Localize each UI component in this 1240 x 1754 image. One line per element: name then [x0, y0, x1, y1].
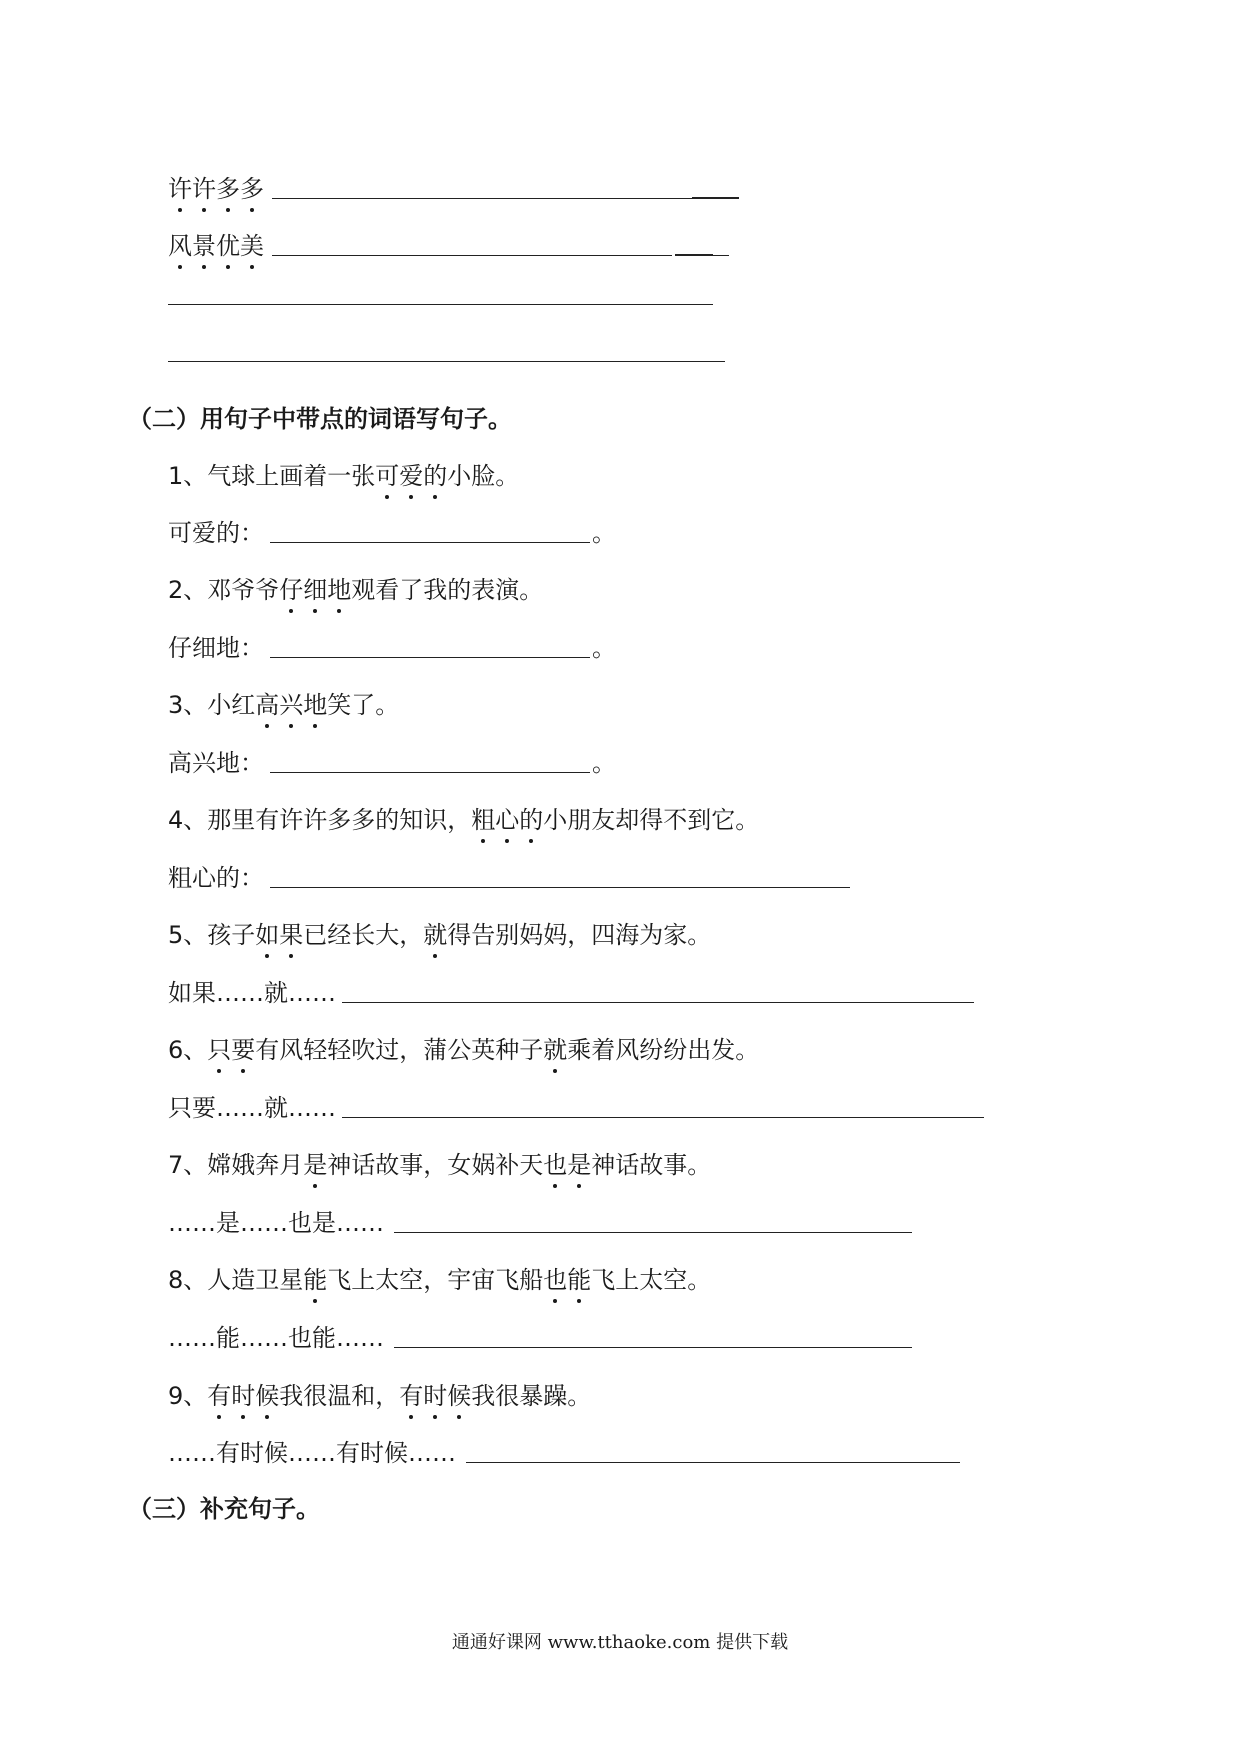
answer-blank-tail: [713, 255, 729, 256]
dotted-word: [543, 1036, 567, 1064]
dotted-char: 果: [279, 918, 303, 952]
word-prompt: [168, 172, 264, 206]
dotted-char: 就: [423, 918, 447, 952]
sentence-text: 小脸。: [447, 462, 520, 490]
dotted-char: 美: [240, 229, 264, 263]
dotted-char: 多: [216, 172, 240, 206]
dotted-char: 也: [543, 1148, 567, 1182]
example-sentence: [168, 803, 759, 837]
answer-blank-line: [168, 304, 713, 305]
sentence-text: 我很温和，: [279, 1382, 400, 1410]
sentence-text: 笑了。: [327, 691, 400, 719]
dotted-word: [207, 1036, 255, 1064]
sentence-text: 2、邓爷爷: [168, 576, 280, 604]
dotted-char: 时: [423, 1379, 447, 1413]
dotted-char: 地: [303, 688, 327, 722]
dotted-word: [303, 1266, 327, 1294]
sentence-text: 乘着风纷纷出发。: [567, 1036, 760, 1064]
answer-label: ……有时候……有时候……: [168, 1439, 456, 1467]
sentence-text: 1、气球上画着一张: [168, 462, 376, 490]
dotted-word: [255, 691, 327, 719]
section-heading: （三）补充句子。: [128, 1495, 320, 1523]
example-sentence: [168, 1263, 711, 1297]
example-sentence: [168, 573, 543, 607]
sentence-text: 小朋友却得不到它。: [543, 806, 760, 834]
dotted-char: 细: [303, 573, 327, 607]
answer-prompt: [168, 516, 264, 550]
dotted-word: [543, 1266, 591, 1294]
sentence-text: 6、: [168, 1036, 208, 1064]
sentence-text: 我很暴躁。: [471, 1382, 592, 1410]
answer-prompt: [168, 976, 336, 1010]
sentence-text: 7、嫦娥奔月: [168, 1151, 304, 1179]
dotted-word: [168, 232, 264, 260]
dotted-char: 粗: [471, 803, 495, 837]
example-sentence: [168, 688, 399, 722]
answer-blank: [270, 887, 850, 888]
sentence-text: 有风轻轻吹过，蒲公英种子: [255, 1036, 544, 1064]
sentence-text: 3、小红: [168, 691, 256, 719]
answer-label: 高兴地：: [168, 749, 264, 777]
dotted-char: 心: [495, 803, 519, 837]
answer-label: ……是……也是……: [168, 1209, 384, 1237]
dotted-char: 爱: [399, 459, 423, 493]
dotted-char: 只: [207, 1033, 231, 1067]
sentence-text: 4、那里有许许多多的知识，: [168, 806, 472, 834]
sentence-text: 飞上太空。: [591, 1266, 712, 1294]
dotted-char: 的: [423, 459, 447, 493]
answer-label: ……能……也能……: [168, 1324, 384, 1352]
dotted-word: [303, 1151, 327, 1179]
answer-blank: [272, 255, 672, 256]
word-prompt: [168, 229, 264, 263]
answer-blank: [270, 542, 590, 543]
sentence-text: 神话故事，女娲补天: [327, 1151, 544, 1179]
dotted-char: 许: [168, 172, 192, 206]
dotted-char: 有: [207, 1379, 231, 1413]
dotted-word: [168, 175, 264, 203]
dotted-char: 仔: [279, 573, 303, 607]
dotted-char: 许: [192, 172, 216, 206]
dotted-char: 地: [327, 573, 351, 607]
sentence-text: 得告别妈妈，四海为家。: [447, 921, 712, 949]
dotted-char: 风: [168, 229, 192, 263]
dotted-char: 的: [519, 803, 543, 837]
answer-blank: [270, 772, 590, 773]
example-sentence: [168, 1379, 591, 1413]
example-sentence: [168, 918, 711, 952]
answer-blank: [394, 1232, 912, 1233]
dotted-word: [423, 921, 447, 949]
dotted-word: [375, 462, 447, 490]
dotted-char: 就: [543, 1033, 567, 1067]
answer-blank-line: [168, 361, 725, 362]
answer-prompt: [168, 861, 264, 895]
dotted-char: 是: [567, 1148, 591, 1182]
dotted-char: 兴: [279, 688, 303, 722]
answer-label: 可爱的：: [168, 519, 264, 547]
answer-prompt: [168, 1091, 336, 1125]
dotted-char: 是: [303, 1148, 327, 1182]
answer-blank: [342, 1117, 984, 1118]
answer-blank: [394, 1347, 912, 1348]
answer-blank: [466, 1462, 960, 1463]
section-heading: （二）用句子中带点的词语写句子。: [128, 405, 512, 433]
dotted-word: [207, 1382, 279, 1410]
answer-end-mark: 。: [592, 519, 616, 547]
dotted-char: 候: [447, 1379, 471, 1413]
answer-prompt: [168, 746, 264, 780]
answer-blank: [270, 657, 590, 658]
answer-label: 仔细地：: [168, 634, 264, 662]
dotted-char: 能: [567, 1263, 591, 1297]
dotted-char: 要: [231, 1033, 255, 1067]
sentence-text: 5、孩子: [168, 921, 256, 949]
dotted-char: 也: [543, 1263, 567, 1297]
example-sentence: [168, 459, 519, 493]
page-footer: 通通好课网 www.tthaoke.com 提供下载: [451, 1632, 789, 1653]
dotted-word: [543, 1151, 591, 1179]
dotted-char: 能: [303, 1263, 327, 1297]
sentence-text: 神话故事。: [591, 1151, 712, 1179]
dotted-char: 高: [255, 688, 279, 722]
answer-end-mark: 。: [592, 634, 616, 662]
dotted-word: [279, 576, 351, 604]
answer-blank-end: [675, 254, 713, 256]
sentence-text: 飞上太空，宇宙飞船: [327, 1266, 544, 1294]
sentence-text: 观看了我的表演。: [351, 576, 544, 604]
dotted-char: 时: [231, 1379, 255, 1413]
dotted-char: 景: [192, 229, 216, 263]
answer-blank: [342, 1002, 974, 1003]
example-sentence: [168, 1033, 759, 1067]
sentence-text: 已经长大，: [303, 921, 424, 949]
dotted-char: 候: [255, 1379, 279, 1413]
answer-blank: [272, 198, 702, 199]
answer-prompt: [168, 1206, 384, 1240]
dotted-char: 优: [216, 229, 240, 263]
sentence-text: 8、人造卫星: [168, 1266, 304, 1294]
dotted-char: 如: [255, 918, 279, 952]
answer-blank-end: [692, 197, 739, 199]
dotted-char: 可: [375, 459, 399, 493]
answer-prompt: [168, 1321, 384, 1355]
answer-label: 如果……就……: [168, 979, 336, 1007]
example-sentence: [168, 1148, 711, 1182]
dotted-word: [399, 1382, 471, 1410]
dotted-char: 有: [399, 1379, 423, 1413]
dotted-word: [255, 921, 303, 949]
answer-label: 只要……就……: [168, 1094, 336, 1122]
dotted-word: [471, 806, 543, 834]
answer-prompt: [168, 631, 264, 665]
answer-end-mark: 。: [592, 749, 616, 777]
answer-prompt: [168, 1436, 456, 1470]
sentence-text: 9、: [168, 1382, 208, 1410]
dotted-char: 多: [240, 172, 264, 206]
answer-label: 粗心的：: [168, 864, 264, 892]
